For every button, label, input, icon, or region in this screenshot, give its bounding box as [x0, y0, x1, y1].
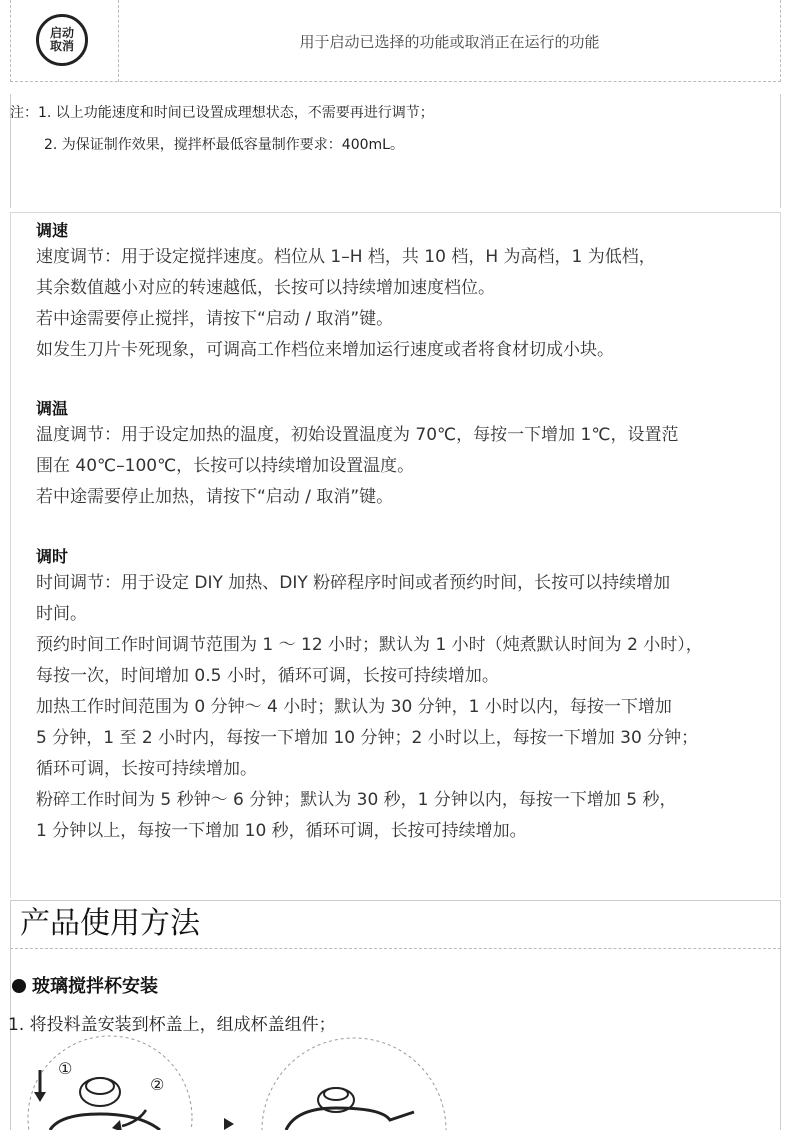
time-section-body [36, 568, 786, 847]
arrow-right-icon [224, 1118, 234, 1130]
time-line: 循环可调，长按可持续增加。 [36, 759, 257, 779]
time-line: 加热工作时间范围为 0 分钟～ 4 小时；默认为 30 分钟，1 小时以内，每按一下增加 [36, 697, 672, 717]
step-1-text: 1. 将投料盖安装到杯盖上，组成杯盖组件； [8, 1015, 336, 1035]
usage-divider [10, 948, 781, 949]
note-line-2: 2. 为保证制作效果，搅拌杯最低容量制作要求：400mL。 [44, 137, 404, 153]
speed-line: 其余数值越小对应的转速越低，长按可以持续增加速度档位。 [36, 278, 495, 298]
time-section-title: 调时 [36, 547, 69, 566]
glass-cup-install-heading [12, 972, 158, 998]
lid-assembly-diagram [10, 1034, 450, 1130]
time-line: 每按一次，时间增加 0.5 小时，循环可调，长按可持续增加。 [36, 666, 499, 686]
time-line: 时间调节：用于设定 DIY 加热、DIY 粉碎程序时间或者预约时间，长按可以持续增加 [36, 573, 671, 593]
lid-assembly-step-a-illustration [28, 1036, 192, 1130]
temp-section-title: 调温 [36, 399, 69, 418]
bullet-icon [12, 979, 26, 993]
icon-label-line2: 取消 [49, 39, 74, 53]
time-line: 5 分钟，1 至 2 小时内，每按一下增加 10 分钟；2 小时以上，每按一下增加 30 分钟； [36, 728, 699, 748]
time-line: 1 分钟以上，每按一下增加 10 秒，循环可调，长按可持续增加。 [36, 821, 527, 841]
marker-1: ① [58, 1059, 73, 1078]
usage-title: 产品使用方法 [20, 906, 200, 941]
temp-line: 温度调节：用于设定加热的温度，初始设置温度为 70℃，每按一下增加 1℃，设置范 [36, 425, 679, 445]
function-description: 用于启动已选择的功能或取消正在运行的功能 [299, 32, 600, 51]
time-line: 预约时间工作时间调节范围为 1 ～ 12 小时；默认为 1 小时（炖煮默认时间为 2 小时）， [36, 635, 703, 655]
temp-section-body [36, 420, 786, 513]
note-line-1: 注：1. 以上功能速度和时间已设置成理想状态，不需要再进行调节； [10, 105, 434, 121]
time-line: 时间。 [36, 604, 87, 624]
speed-line: 速度调节：用于设定搅拌速度。档位从 1–H 档，共 10 档，H 为高档，1 为低档， [36, 247, 656, 267]
speed-section-title: 调速 [36, 221, 69, 240]
speed-section-body [36, 242, 786, 366]
time-line: 粉碎工作时间为 5 秒钟～ 6 分钟；默认为 30 秒，1 分钟以内，每按一下增加 5 秒， [36, 790, 677, 810]
start-cancel-button-icon [36, 14, 88, 66]
marker-2: ② [150, 1075, 165, 1094]
glass-cup-install-label: 玻璃搅拌杯安装 [32, 976, 158, 997]
speed-line: 如发生刀片卡死现象，可调高工作档位来增加运行速度或者将食材切成小块。 [36, 340, 614, 360]
temp-line: 若中途需要停止加热，请按下“启动 / 取消”键。 [36, 487, 394, 507]
speed-line: 若中途需要停止搅拌，请按下“启动 / 取消”键。 [36, 309, 394, 329]
temp-line: 围在 40℃–100℃，长按可以持续增加设置温度。 [36, 456, 415, 476]
icon-label-line1: 启动 [49, 26, 74, 40]
lid-assembly-step-b-illustration [262, 1038, 446, 1130]
